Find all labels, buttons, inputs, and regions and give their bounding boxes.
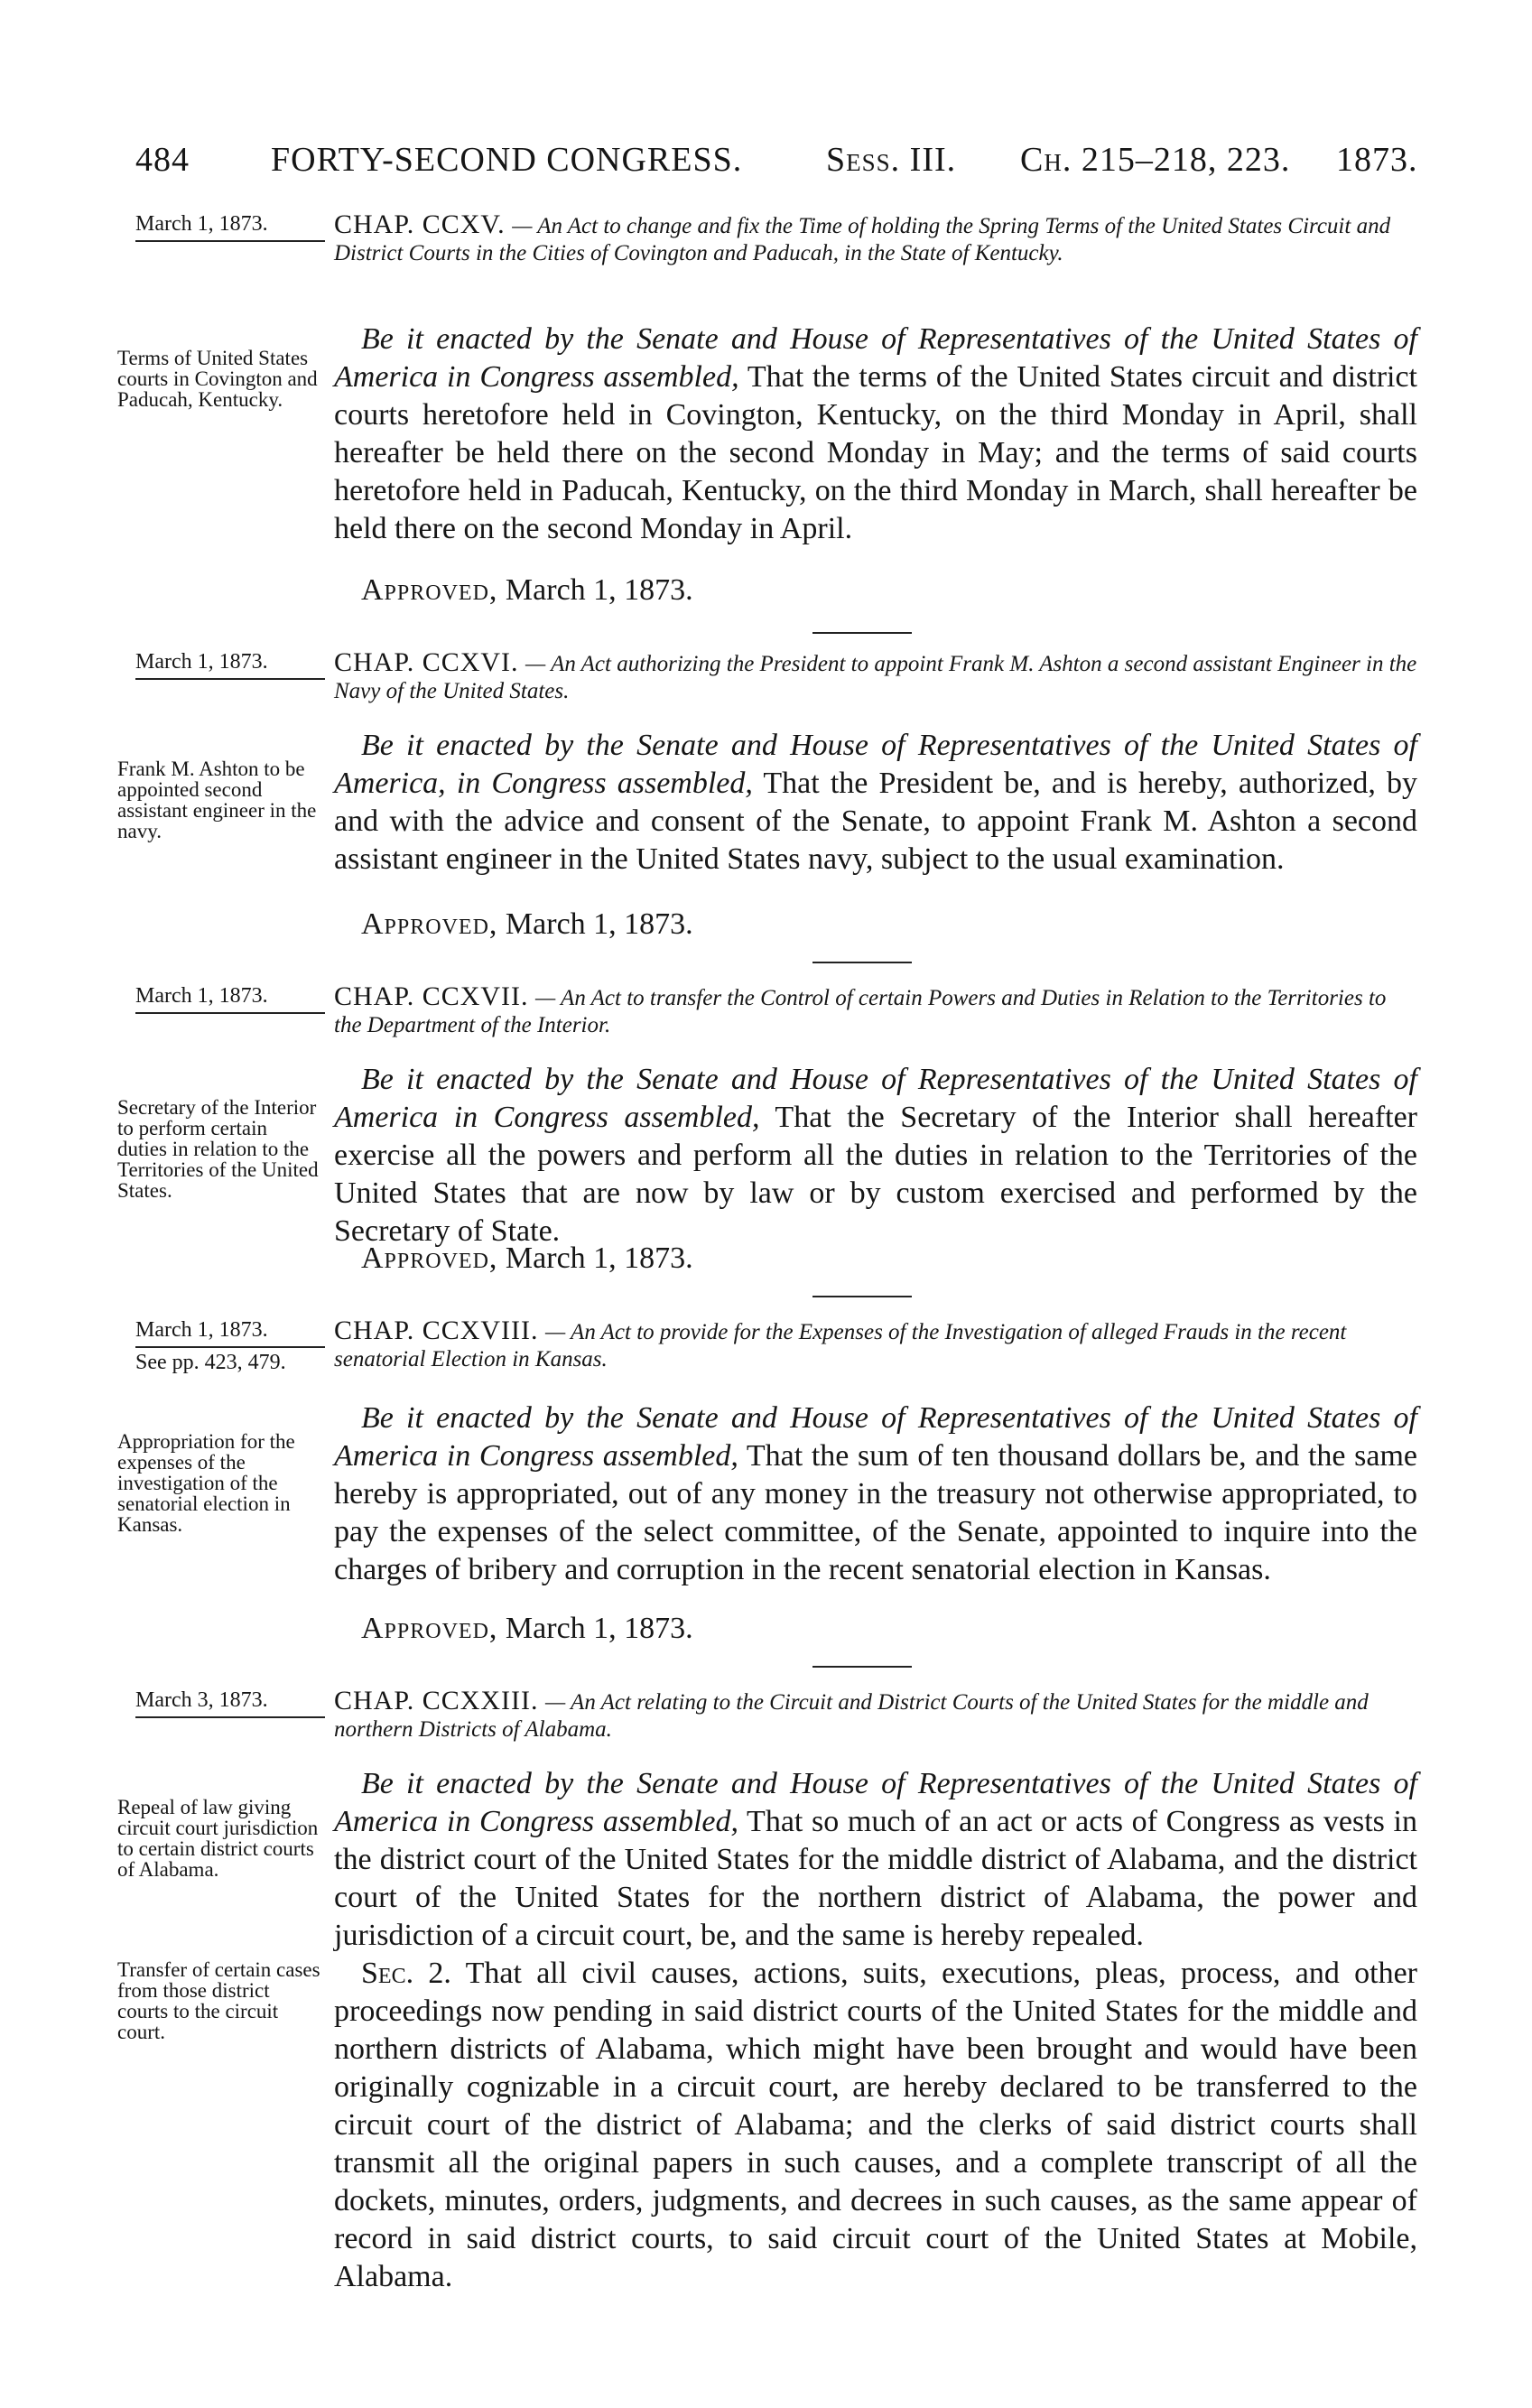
chapter-body-text: That the President be, and is hereby, authorized, by and with the advice and consent of the Senate, to appoint Frank M. Ashton a second assistant engineer in the United States navy, subject to the usual examination. [334, 767, 1417, 876]
chapter-date: March 1, 1873. [135, 212, 325, 242]
session-label: Sess. III. [826, 141, 957, 179]
chapter-number: CHAP. CCXVI. [334, 647, 519, 677]
margin-note: Frank M. Ashton to be appointed second assistant engineer in the navy. [117, 758, 317, 842]
margin-note: Repeal of law giving circuit court jurisdiction to certain district courts of Alabama. [117, 1796, 319, 1881]
approved-label: Approved, [361, 1612, 498, 1645]
chapter-body [334, 1399, 1417, 1589]
chapter-body-text: That the sum of ten thousand dollars be, and the same hereby is appropriated, out of any money in the treasury not otherwise appropriated, to pay the expenses of the select committee, of the Senate, appointed to inquire into the charges of bribery and corruption in the recent senatorial election in Kansas. [334, 1439, 1417, 1586]
approval-line [361, 1612, 693, 1646]
chapter-body [334, 727, 1417, 879]
cross-reference: See pp. 423, 479. [135, 1351, 286, 1374]
running-header [135, 140, 1435, 194]
chapter-number: CHAP. CCXXIII. [334, 1686, 539, 1715]
section-2-label: Sec. 2. [361, 1957, 451, 1990]
approved-date: March 1, 1873. [505, 1612, 693, 1645]
section-divider [812, 632, 912, 634]
enacting-clause: Be it enacted by the Senate and House of Representatives of the United States of America, in Congress assembled, [334, 729, 1417, 800]
section-2-margin-note: Transfer of certain cases from those district courts to the circuit court. [117, 1958, 320, 2043]
header-year: 1873. [1336, 141, 1418, 179]
margin-note: Secretary of the Interior to perform certain duties in relation to the Territories of the United States. [117, 1096, 319, 1202]
chapter-body [334, 321, 1417, 548]
chapter-body [334, 1061, 1417, 1250]
chapter-number: CHAP. CCXV. [334, 209, 506, 239]
chapter-title [334, 1688, 1417, 1743]
chapter-date: March 1, 1873. [135, 1318, 325, 1348]
chapter-date: March 1, 1873. [135, 984, 325, 1014]
chapter-date: March 3, 1873. [135, 1688, 325, 1718]
chapter-body [334, 1765, 1417, 1955]
section-divider [812, 962, 912, 963]
section-divider [812, 1296, 912, 1297]
approval-line [361, 1241, 693, 1276]
section-2-body: That all civil causes, actions, suits, executions, pleas, process, and other proceedings now pending in said district courts of the United States for the middle and northern districts of Alabama, which might have been brought and would have been originally cognizable in a circuit court, are hereby declared to be transferred to the circuit court of the district of Alabama; and the clerks of said district courts shall transmit all the original papers in such causes, and a complete transcript of all the dockets, minutes, orders, judgments, and decrees in such causes, as the same appear of record in said district courts, to said circuit court of the United States at Mobile, Alabama. [334, 1957, 1417, 2293]
approved-date: March 1, 1873. [505, 1241, 693, 1275]
chapter-description: — An Act to transfer the Control of certain Powers and Duties in Relation to the Territories to the Department of the Interior. [334, 986, 1387, 1037]
chapter-body-text: That the terms of the United States circuit and district courts heretofore held in Covington, Kentucky, on the third Monday in April, shall hereafter be held there on the second Monday in May; and the terms of said courts heretofore held in Paducah, Kentucky, on the third Monday in March, shall hereafter be held there on the second Monday in April. [334, 360, 1417, 545]
section-2 [334, 1955, 1417, 2296]
approval-line [361, 573, 693, 608]
chapter-title [334, 981, 1417, 1038]
approved-date: March 1, 1873. [505, 573, 693, 607]
chapter-body-text: That the Secretary of the Interior shall hereafter exercise all the powers and perform all the duties in relation to the Territories of the United States that are now by law or by custom exercised and performed by the Secretary of State. [334, 1101, 1417, 1248]
chapter-title [334, 1318, 1417, 1372]
margin-note: Appropriation for the expenses of the investigation of the senatorial election in Kansas. [117, 1430, 295, 1536]
approval-line [361, 907, 693, 942]
chapter-date: March 1, 1873. [135, 650, 325, 680]
enacting-clause: Be it enacted by the Senate and House of Representatives of the United States of America in Congress assembled, [334, 1401, 1417, 1473]
chapter-number: CHAP. CCXVII. [334, 981, 529, 1011]
chapter-description: — An Act relating to the Circuit and District Courts of the United States for the middle and northern Districts of Alabama. [334, 1690, 1369, 1742]
chapter-description: — An Act to change and fix the Time of holding the Spring Terms of the United States Circuit and District Courts in the Cities of Covington and Paducah, in the State of Kentucky. [334, 214, 1391, 265]
margin-note: Terms of United States courts in Covington and Paducah, Kentucky. [117, 347, 318, 411]
approved-date: March 1, 1873. [505, 907, 693, 941]
enacting-clause: Be it enacted by the Senate and House of Representatives of the United States of America in Congress assembled, [334, 1063, 1417, 1134]
chapter-body-text: That so much of an act or acts of Congress as vests in the district court of the United States for the middle district of Alabama, and the district court of the United States for the northern district of Alabama, the power and jurisdiction of a circuit court, be, and the same is hereby repealed. [334, 1805, 1417, 1952]
approved-label: Approved, [361, 1241, 498, 1275]
chapter-number: CHAP. CCXVIII. [334, 1316, 539, 1345]
enacting-clause: Be it enacted by the Senate and House of Representatives of the United States of America in Congress assembled, [334, 322, 1417, 394]
section-divider [812, 1666, 912, 1668]
chapter-title [334, 209, 1417, 266]
enacting-clause: Be it enacted by the Senate and House of Representatives of the United States of America in Congress assembled, [334, 1767, 1417, 1838]
chapter-range: Ch. 215–218, 223. [1020, 141, 1291, 179]
page-number: 484 [135, 141, 190, 179]
chapter-description: — An Act to provide for the Expenses of the Investigation of alleged Frauds in the recent senatorial Election in Kansas. [334, 1320, 1347, 1371]
congress-title: FORTY-SECOND CONGRESS. [271, 141, 743, 179]
approved-label: Approved, [361, 573, 498, 607]
chapter-description: — An Act authorizing the President to appoint Frank M. Ashton a second assistant Engineer in the Navy of the United States. [334, 652, 1417, 703]
chapter-title [334, 647, 1417, 704]
approved-label: Approved, [361, 907, 498, 941]
